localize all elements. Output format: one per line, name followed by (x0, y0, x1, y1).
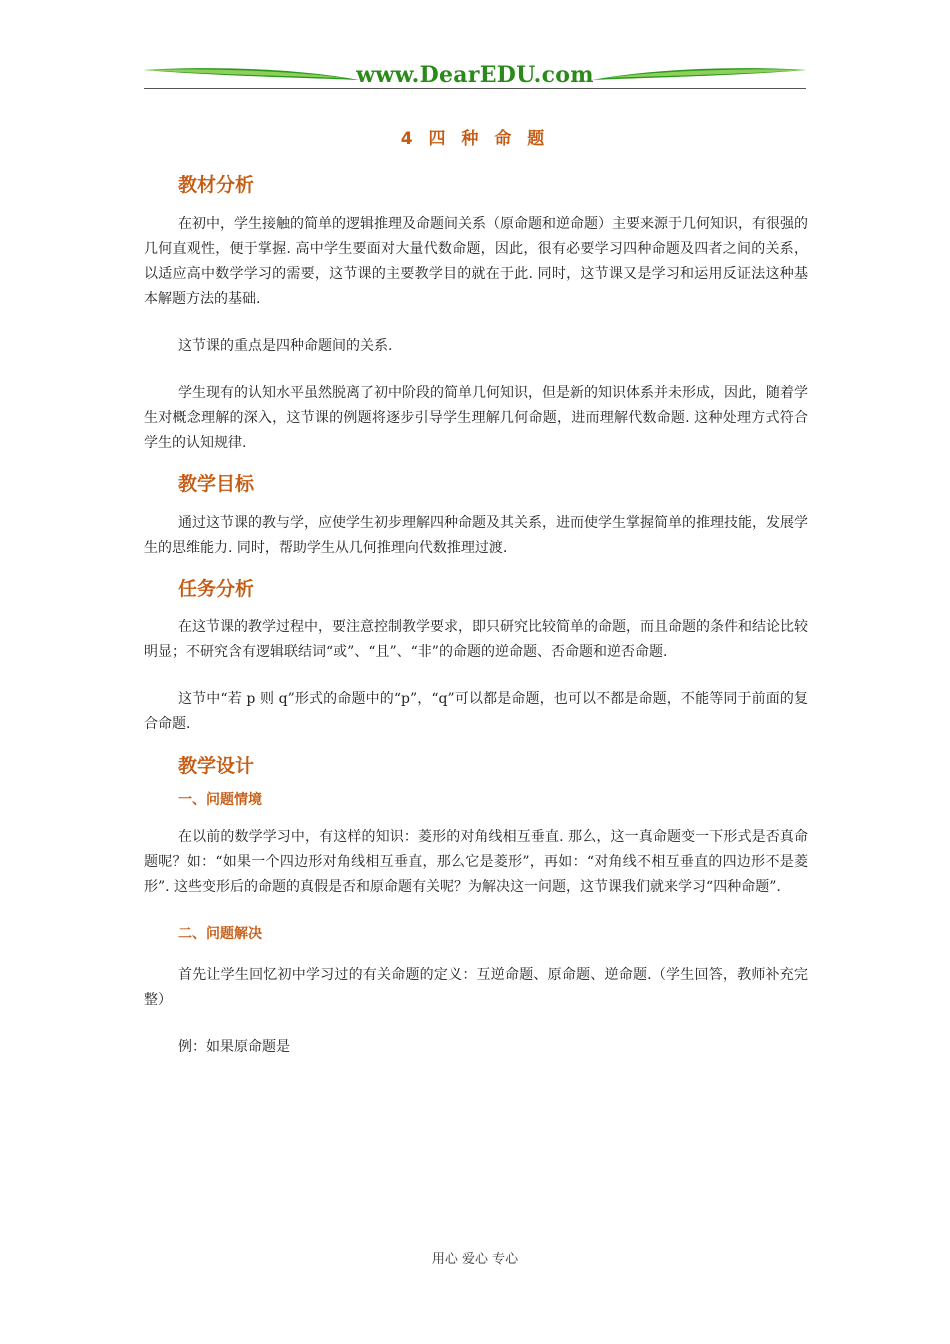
section-heading-analysis: 教材分析 (178, 174, 255, 196)
paragraph: 这节课的重点是四种命题间的关系. (178, 338, 393, 354)
paragraph: 这节中“若 p 则 q”形式的命题中的“p”，“q”可以都是命题，也可以不都是命题，不能等同于前面的复合命题. (144, 691, 808, 732)
section-heading-tasks: 任务分析 (178, 578, 255, 600)
section-heading-design: 教学设计 (178, 755, 255, 777)
header-divider (144, 88, 806, 89)
paragraph: 学生现有的认知水平虽然脱离了初中阶段的简单几何知识，但是新的知识体系并未形成，因此，随着学生对概念理解的深入，这节课的例题将逐步引导学生理解几何命题，进而理解代数命题. 这种处理方式符合学生的认知规律. (144, 385, 808, 451)
paragraph: 在以前的数学学习中，有这样的知识：菱形的对角线相互垂直. 那么，这一真命题变一下形式是否真命题呢？如：“如果一个四边形对角线相互垂直，那么它是菱形”，再如：“对角线不相互垂直的四边形不是菱形”. 这些变形后的命题的真假是否和原命题有关呢？为解决这一问题，这节课我们就来学习“四种命题”. (144, 829, 808, 895)
page-footer: 用心 爱心 专心 (431, 1252, 519, 1267)
paragraph: 在初中，学生接触的简单的逻辑推理及命题间关系（原命题和逆命题）主要来源于几何知识，有很强的几何直观性，便于掌握. 高中学生要面对大量代数命题，因此，很有必要学习四种命题及四者之间的关系，以适应高中数学学习的需要，这节课的主要教学目的就在于此. 同时，这节课又是学习和运用反证法这种基本解题方法的基础. (144, 216, 808, 307)
section-heading-goals: 教学目标 (178, 473, 255, 495)
paragraph: 首先让学生回忆初中学习过的有关命题的定义：互逆命题、原命题、逆命题.（学生回答，教师补充完整） (144, 967, 808, 1008)
site-logo-text: www.DearEDU.com (356, 62, 594, 88)
subheading-problem-situation: 一、问题情境 (178, 792, 262, 808)
paragraph: 例：如果原命题是 (178, 1039, 290, 1055)
paragraph: 在这节课的教学过程中，要注意控制教学要求，即只研究比较简单的命题，而且命题的条件和结论比较明显；不研究含有逻辑联结词“或”、“且”、“非”的命题的逆命题、否命题和逆否命题. (144, 619, 808, 660)
document-title: 4 四 种 命 题 (400, 129, 550, 149)
subheading-problem-solving: 二、问题解决 (178, 926, 262, 942)
paragraph: 通过这节课的教与学，应使学生初步理解四种命题及其关系，进而使学生掌握简单的推理技能，发展学生的思维能力. 同时，帮助学生从几何推理向代数推理过渡. (144, 515, 808, 556)
document-body (144, 166, 808, 1060)
